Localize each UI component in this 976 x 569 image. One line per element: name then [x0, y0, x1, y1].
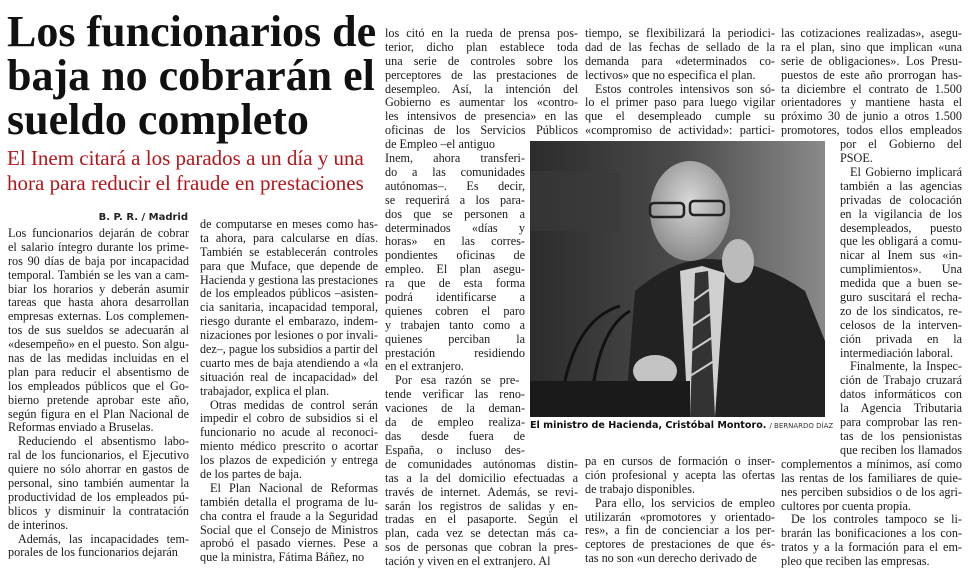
text-line: ros 90 días de baja por incapacidad — [8, 253, 189, 268]
text-line: También se establecerán controles — [200, 244, 378, 259]
text-line: desempleados, puesto — [840, 220, 962, 235]
text-line: de interinos. — [8, 517, 69, 532]
text-line: guro suscitará el recha- — [840, 289, 962, 304]
article-photo — [530, 141, 825, 417]
text-line: empleo. El plan asegu- — [385, 262, 525, 277]
column-5 — [781, 458, 962, 569]
text-line: funcionario no acude al reconoci- — [200, 425, 378, 440]
text-line: dos que se personen a — [385, 206, 525, 221]
column-4 — [585, 455, 775, 566]
text-line: temporal. También se les van a cam- — [8, 267, 189, 282]
headline-line: sueldo completo — [7, 95, 309, 144]
text-line: riesgo durante el embarazo, indem- — [200, 314, 378, 329]
text-line: tradas en el pasaporte. Según el — [385, 512, 578, 527]
text-line: situación real de incapacidad» del — [200, 369, 378, 384]
text-line: vaciones de la deman- — [385, 401, 525, 416]
text-line: el salario íntegro durante los prime- — [8, 239, 189, 254]
text-line: complementos a mínimos, así como — [781, 456, 962, 471]
text-line: plan, cada vez se detectan más ca- — [385, 526, 578, 541]
text-line: tas no son «un derecho derivado de — [585, 551, 757, 566]
column-5 — [781, 27, 962, 138]
text-line: también a las agencias — [840, 178, 962, 193]
text-line: utilizarán «promotores y orientado- — [585, 509, 775, 524]
text-line: para comprobar las ren- — [840, 415, 962, 429]
text-line: ción de Trabajo cruzará — [840, 373, 962, 388]
text-line: los empleados públicos que el Go- — [8, 378, 189, 393]
text-line: horas» en las corres- — [385, 234, 525, 249]
text-line: por el Gobierno del — [840, 137, 962, 152]
text-line: privadas de colocación — [840, 192, 962, 207]
text-line: también detalla el programa de lu- — [200, 494, 378, 509]
text-line: ra que de esta forma — [385, 276, 525, 291]
text-line: España, o incluso des- — [385, 442, 525, 457]
text-line: Gobierno es aumentar los «contro- — [385, 95, 578, 110]
text-line: tareas que hasta ahora desarrollan — [8, 295, 189, 310]
text-line: de los empleados públicos –asisten- — [200, 286, 378, 301]
text-line: pondientes oficinas de — [385, 248, 525, 263]
text-line: El Plan Nacional de Reformas — [210, 480, 378, 495]
text-line: nicar al Inem sus «in- — [840, 248, 962, 263]
text-line: que reciben los llamados — [840, 442, 962, 457]
text-line: quienes perciban la — [385, 331, 525, 346]
text-line: próximo 30 de junio a otros 1.500 — [781, 109, 962, 124]
text-line: da de empleo realiza- — [385, 415, 525, 430]
text-line: Reformas enviado a Bruselas. — [8, 420, 154, 435]
text-line: res», a fin de concienciar a los per- — [585, 523, 775, 538]
text-line: desempleo. Así, la intención del — [385, 81, 578, 96]
text-line: quienes cobren el paro — [385, 303, 525, 318]
text-line: tos de sus sueldos se adecuarán al — [8, 323, 189, 338]
text-line: PSOE. — [840, 151, 873, 166]
subtitle-line: hora para reducir el fraude en prestaciones — [7, 171, 364, 195]
text-line: para que Muface, que depende de — [200, 258, 378, 273]
text-line: nas de las medidas incluidas en el — [8, 351, 189, 366]
text-line: de Empleo –el antiguo — [385, 137, 495, 152]
text-line: celosos de la interven- — [840, 317, 962, 332]
text-line: sarán los registros de salidas y en- — [385, 498, 578, 513]
text-line: biar los horarios y deberán asumir — [8, 281, 189, 296]
text-line: serie de obligaciones». Los Presu- — [781, 53, 962, 68]
text-line: perceptores de las prestaciones de — [385, 67, 578, 82]
text-line: en el extranjero. — [385, 359, 464, 374]
text-line: miento médico prescrito o acortar — [200, 439, 378, 454]
text-line: zo de los sindicatos, re- — [840, 303, 962, 318]
text-line: El Gobierno implicará — [850, 164, 962, 179]
text-line: Finalmente, la Inspec- — [850, 359, 962, 374]
text-line: bierno pretende aprobar este año, — [8, 392, 189, 407]
photo-caption — [530, 420, 834, 431]
text-line: Hacienda y gestiona las prestaciones — [200, 272, 378, 287]
text-line: empresas externas. Los complemen- — [8, 309, 189, 324]
text-line: pleo que reciben las empresas. — [781, 554, 930, 569]
text-line: sos de personas que cobran la pres- — [385, 540, 578, 555]
headline-line: Los funcionarios de — [7, 7, 377, 56]
text-line: intermediación laboral. — [840, 345, 954, 360]
column-4 — [585, 27, 775, 138]
text-line: les intensivos de presencia» en las — [385, 109, 578, 124]
text-line: en la vigilancia de los — [840, 206, 962, 221]
photo-credit: / BERNARDO DÍAZ — [769, 422, 834, 430]
text-line: de computarse en meses como has- — [200, 217, 378, 231]
text-line: personal, sino también aumentar la — [8, 476, 189, 491]
text-line: cultores por cuenta propia. — [781, 498, 911, 513]
text-line: ceptores de prestaciones de que és- — [585, 537, 775, 552]
byline: B. P. R. / Madrid — [98, 212, 188, 223]
text-line: ral de los funcionarios, el Ejecutivo — [8, 448, 189, 463]
text-line: que la ministra, Fátima Báñez, no — [200, 550, 365, 565]
minister-photo-image — [530, 141, 825, 417]
column-1 — [8, 227, 189, 560]
text-line: través de internet. Además, se revi- — [385, 484, 578, 499]
text-line: lo el primer paso para luego vigilar — [585, 95, 775, 110]
text-line: cuarto mes de baja atendiendo a «la — [200, 355, 378, 370]
text-line: una serie de controles sobre los — [385, 53, 578, 68]
text-line: de comunidades autónomas distin- — [385, 456, 578, 471]
column-3 — [385, 458, 578, 569]
text-line: cumplimientos». Una — [840, 262, 962, 277]
text-line: determinados «días y — [385, 220, 525, 235]
text-line: de trabajo disponibles. — [585, 481, 696, 496]
text-line: demanda para «determinados co- — [585, 53, 775, 68]
text-line: Social que el Consejo de Ministros — [200, 522, 378, 537]
text-line: Los funcionarios dejarán de cobrar — [8, 226, 189, 240]
text-line: Además, las incapacidades tem- — [18, 531, 189, 546]
text-line: y trabajen tanto como a — [385, 317, 525, 332]
text-line: que les obligará a comu- — [840, 234, 962, 249]
text-line: la Agencia Tributaria — [840, 401, 962, 416]
text-line: do a las comunidades — [385, 164, 525, 179]
text-line: ta ahora, para calcularse en días. — [200, 230, 378, 245]
text-line: ción profesional y acepta las ofertas — [585, 467, 775, 482]
text-line: nes perciben subsidios o de los agri- — [781, 484, 962, 499]
text-line: Inem, ahora transferi- — [385, 151, 525, 166]
text-line: que el desempleado cumple su — [585, 109, 775, 124]
text-line: tas de los pensionistas — [840, 428, 962, 443]
text-line: de los partes de baja. — [200, 467, 302, 482]
text-line: tiempo, se flexibilizará la periodici- — [585, 26, 775, 40]
column-2 — [200, 218, 378, 565]
text-line: orientadores y mantiene hasta el — [781, 95, 962, 110]
text-line: tas a la del domicilio efectuadas a — [385, 470, 578, 485]
text-line: ta diciembre el contrato de 1.500 — [781, 81, 962, 96]
headline — [7, 7, 379, 144]
text-line: Otras medidas de control serán — [210, 397, 378, 412]
text-line: das desde fuera de — [385, 428, 525, 443]
text-line: nizaciones por lesiones o por invali- — [200, 328, 378, 343]
column-3 — [385, 138, 578, 152]
text-line: De los controles tampoco se li- — [791, 512, 962, 527]
text-line: ción privada en la — [840, 331, 962, 346]
text-line: plan para reducir el absentismo de — [8, 364, 189, 379]
text-line: impedir el cobro de subsidios si el — [200, 411, 378, 426]
text-line: dad de las fechas de sellado de la — [585, 39, 775, 54]
headline-line: baja no cobrarán el — [7, 51, 375, 100]
text-line: quiere no sólo ahorrar en gastos de — [8, 462, 189, 477]
text-line: blicos y disminuir la contratación — [8, 503, 189, 518]
text-line: se requerirá a los para- — [385, 192, 525, 207]
caption-text: El ministro de Hacienda, Cristóbal Montoro. — [530, 420, 767, 431]
text-line: las cotizaciones realizadas», asegu- — [781, 26, 962, 40]
text-line: medida que a buen se- — [840, 276, 962, 291]
text-line: Para ello, los servicios de empleo — [595, 495, 775, 510]
text-line: los citó en la rueda de prensa pos- — [385, 26, 578, 40]
text-line: las rentas de los familiares de quie- — [781, 470, 962, 485]
text-line: productividad de los empleados pú- — [8, 489, 189, 504]
column-5 — [840, 138, 962, 457]
text-line: aprobó el pasado viernes. Pese a — [200, 536, 378, 551]
text-line: datos informáticos con — [840, 387, 962, 402]
text-line: cia sanitaria, incapacidad temporal, — [200, 300, 378, 315]
text-line: oficinas de los Servicios Públicos — [385, 123, 578, 138]
text-line: porales de los funcionarios dejarán — [8, 545, 178, 560]
text-line: pa en cursos de formación o inser- — [585, 454, 775, 468]
text-line: tación y viven en el extranjero. Al — [385, 554, 551, 569]
subtitle-line: El Inem citará a los parados a un día y una — [7, 146, 364, 170]
text-line: prestación residiendo — [385, 345, 525, 360]
text-line: ra el plan, sino que implican «una — [781, 39, 962, 54]
text-line: puestos de este año prorrogan has- — [781, 67, 962, 82]
column-3 — [385, 27, 578, 138]
text-line: Reduciendo el absentismo labo- — [18, 434, 189, 449]
text-line: lectivos» que no especifica el plan. — [585, 67, 756, 82]
column-3 — [385, 152, 525, 458]
text-line: dez–, pague los subsidios a partir del — [200, 342, 378, 357]
text-line: Estos controles intensivos son só- — [595, 81, 775, 96]
text-line: trabajador, explica el plan. — [200, 383, 330, 398]
text-line: según figura en el Plan Nacional de — [8, 406, 189, 421]
text-line: podrá identificarse a — [385, 290, 525, 304]
text-line: autónomas–. Es decir, — [385, 178, 525, 193]
text-line: tende verificar las reno- — [385, 387, 525, 402]
text-line: terior, dicho plan establece toda — [385, 39, 578, 54]
text-line: promotores, todos ellos empleados — [781, 123, 962, 138]
subtitle — [7, 146, 379, 196]
text-line: «desempeño» en el puesto. Son algu- — [8, 337, 189, 352]
text-line: «compromiso de actividad»: partici- — [585, 123, 775, 138]
text-line: cha contra el fraude a la Seguridad — [200, 508, 378, 523]
text-line: tratos y a la formación para el em- — [781, 540, 962, 555]
text-line: los plazos de expedición y entrega — [200, 453, 378, 468]
text-line: brarán las bonificaciones a los con- — [781, 526, 962, 541]
text-line: Por esa razón se pre- — [395, 373, 520, 388]
